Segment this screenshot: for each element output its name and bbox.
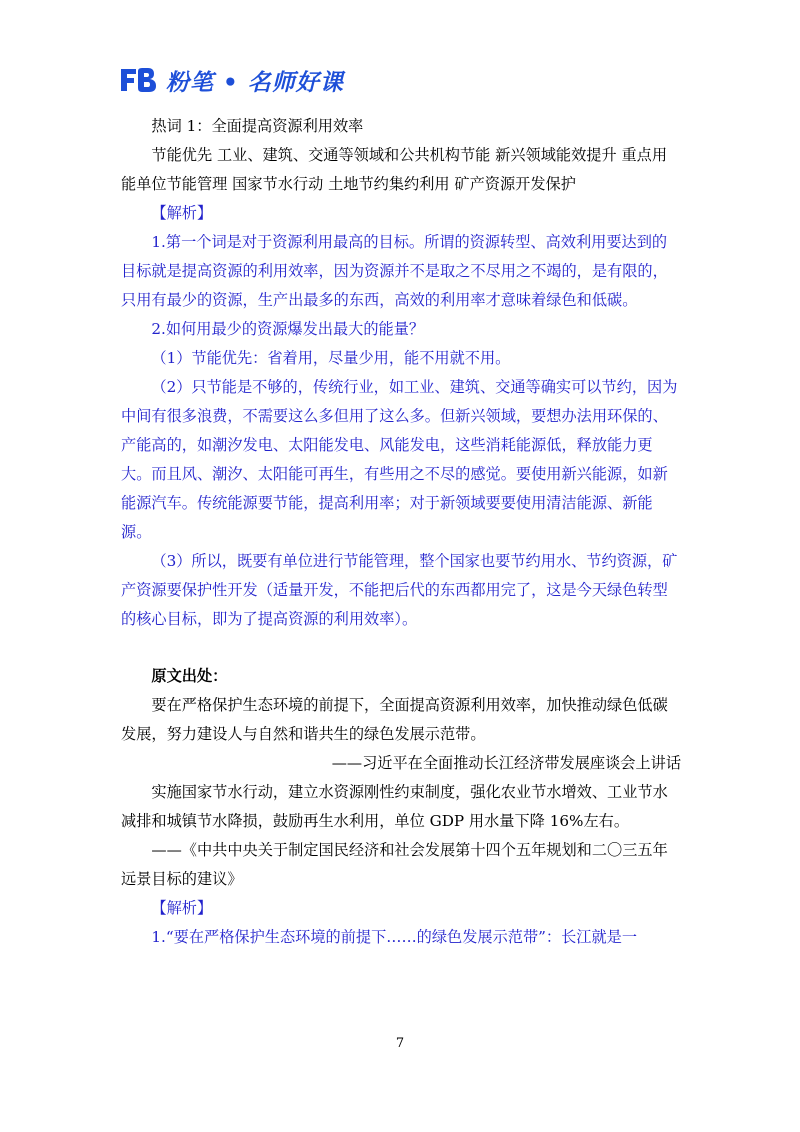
analysis-paragraph: （1）节能优先：省着用，尽量少用，能不用就不用。 bbox=[151, 349, 511, 367]
analysis-paragraph: （2）只节能是不够的，传统行业，如工业、建筑、交通等确实可以节约，因为中间有很多浪费，不需要这么多但用了这么多。但新兴领域，要想办法用环保的、产能高的，如潮汐发电、太阳能发电、风能发电，这些消耗能源低，释放能力更大。而且风、潮汐、太阳能可再生，有些用之不尽的感觉。要使用新兴能源，如新能源汽车。传统能源要节能，提高利用率；对于新领域要要使用清洁能源、新能源。 bbox=[121, 378, 678, 541]
source-citation: ——习近平在全面推动长江经济带发展座谈会上讲话 bbox=[331, 754, 681, 772]
source-title: 原文出处： bbox=[151, 667, 228, 685]
brand-logo bbox=[118, 62, 344, 98]
analysis-label: 【解析】 bbox=[151, 204, 213, 222]
hotword-title: 热词 1：全面提高资源利用效率 bbox=[151, 117, 364, 135]
source-quote: 要在严格保护生态环境的前提下，全面提高资源利用效率，加快推动绿色低碳发展，努力建设人与自然和谐共生的绿色发展示范带。 bbox=[121, 696, 668, 743]
document-body bbox=[121, 112, 681, 952]
page-number: 7 bbox=[395, 1036, 405, 1051]
hotword-keywords: 节能优先 工业、建筑、交通等领域和公共机构节能 新兴领域能效提升 重点用能单位节能管理 国家节水行动 土地节约集约利用 矿产资源开发保护 bbox=[121, 146, 668, 193]
source-quote: 实施国家节水行动，建立水资源刚性约束制度，强化农业节水增效、工业节水减排和城镇节水降损，鼓励再生水利用，单位 GDP 用水量下降 16%左右。 bbox=[121, 783, 668, 830]
analysis-label: 【解析】 bbox=[151, 899, 213, 917]
brand-name: 粉笔 • 名师好课 bbox=[166, 69, 344, 96]
fenbi-logo-icon bbox=[118, 65, 162, 95]
analysis-paragraph: 1.“要在严格保护生态环境的前提下……的绿色发展示范带”：长江就是一 bbox=[151, 928, 638, 946]
analysis-paragraph: 2.如何用最少的资源爆发出最大的能量？ bbox=[151, 320, 425, 338]
analysis-paragraph: （3）所以，既要有单位进行节能管理，整个国家也要节约用水、节约资源，矿产资源要保护性开发（适量开发，不能把后代的东西都用完了，这是今天绿色转型的核心目标，即为了提高资源的利用效率）。 bbox=[121, 552, 678, 628]
source-citation: ——《中共中央关于制定国民经济和社会发展第十四个五年规划和二〇三五年远景目标的建议》 bbox=[121, 841, 668, 888]
analysis-paragraph: 1.第一个词是对于资源利用最高的目标。所谓的资源转型、高效利用要达到的目标就是提高资源的利用效率，因为资源并不是取之不尽用之不竭的，是有限的，只用有最少的资源，生产出最多的东西，高效的利用率才意味着绿色和低碳。 bbox=[121, 233, 668, 309]
